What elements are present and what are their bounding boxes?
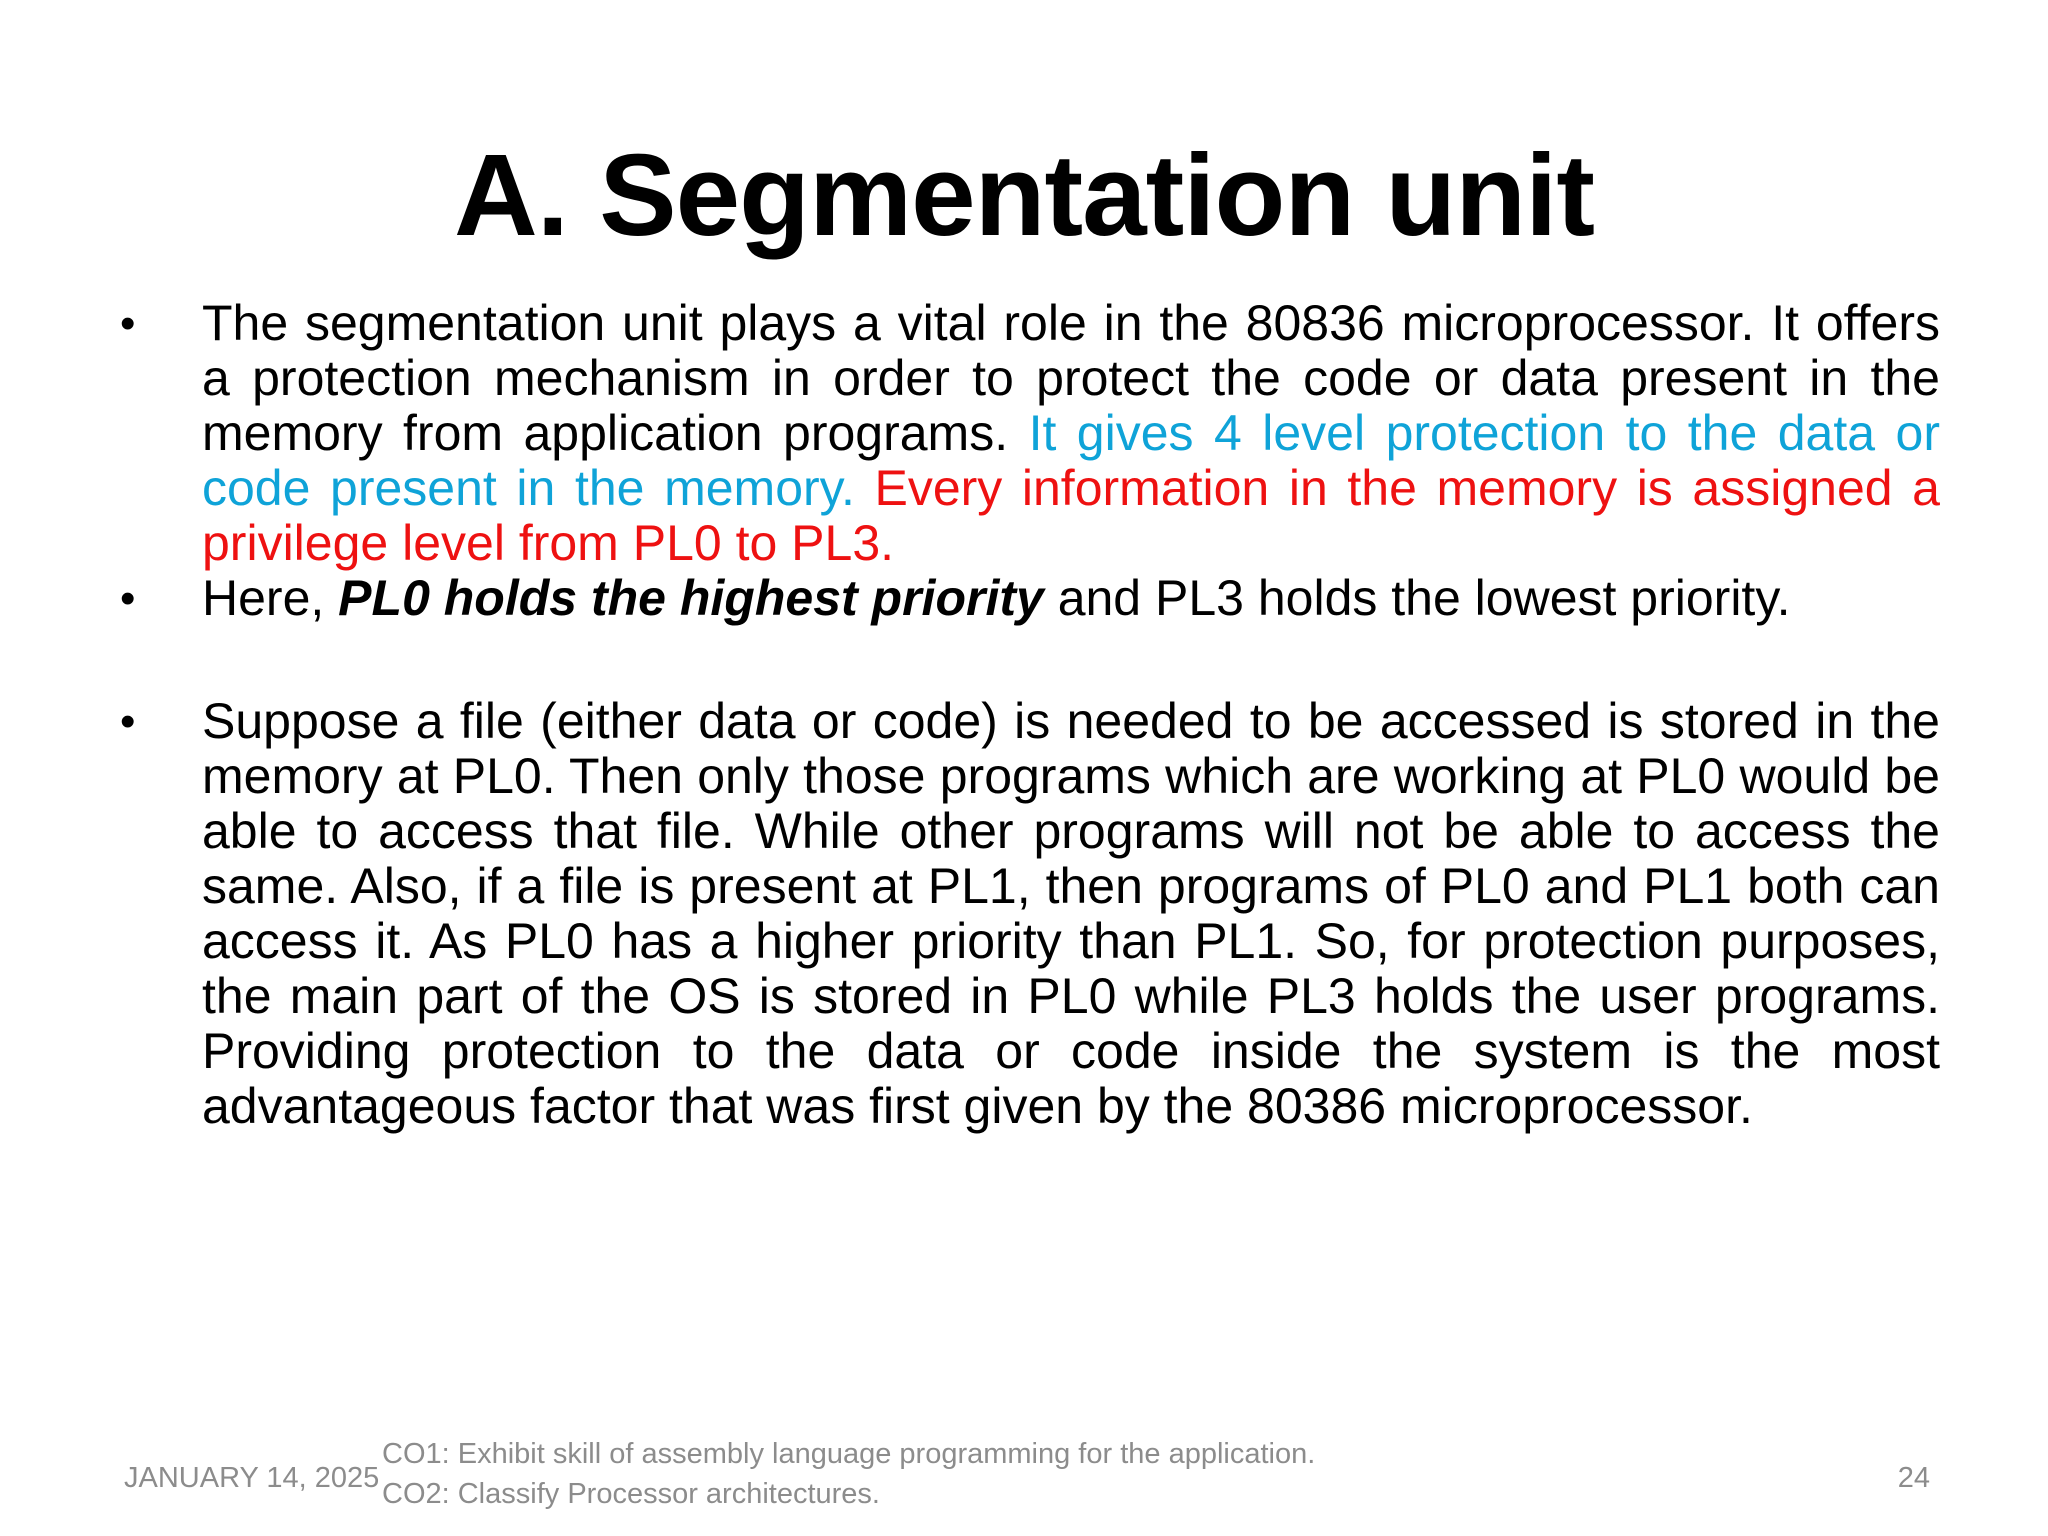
bullet-icon: • [120,697,136,746]
bullet-list [120,296,1940,1134]
footer-co2: CO2: Classify Processor architectures. [382,1478,880,1510]
bullet-text-emphasis: PL0 holds the highest priority [338,570,1044,626]
bullet-text-highlight-blue: It gives 4 level protection to the data or code present in the memory. [202,405,1940,516]
slide-footer [0,1420,2048,1510]
bullet-icon: • [120,299,136,348]
bullet-text-pre: Here, [202,570,339,626]
footer-course-outcomes [382,1434,1315,1514]
footer-date: JANUARY 14, 2025 [124,1462,380,1494]
footer-co1: CO1: Exhibit skill of assembly language programming for the application. [382,1438,1316,1470]
bullet-text-file-access: Suppose a file (either data or code) is needed to be accessed is stored in the memory at PL0. Then only those programs which are working at PL0 would be able to access that file. While other programs will not be able to access the same. Also, if a file is present at PL1, then programs of PL0 and PL1 both can access it. As PL0 has a higher priority than PL1. So, for protection purposes, the main part of the OS is stored in PL0 while PL3 holds the user programs. Providing protection to the data or code inside the system is the most advantageous factor that was first given by the 80386 microprocessor. [202,693,1940,1134]
bullet-item-priority [120,571,1940,626]
bullet-item-file-access [120,694,1940,1134]
bullet-icon: • [120,574,136,623]
slide-title: A. Segmentation unit [454,130,1594,260]
bullet-item-segmentation-role [120,296,1940,571]
bullet-text-highlight-red: Every information in the memory is assigned a privilege level from PL0 to PL3. [202,460,1940,571]
bullet-text-post: and PL3 holds the lowest priority. [1043,570,1791,626]
bullet-text-intro: The segmentation unit plays a vital role in the 80836 microprocessor. It offers a protection mechanism in order to protect the code or data present in the memory from application programs. [202,295,1940,461]
page-number: 24 [1897,1462,1930,1494]
